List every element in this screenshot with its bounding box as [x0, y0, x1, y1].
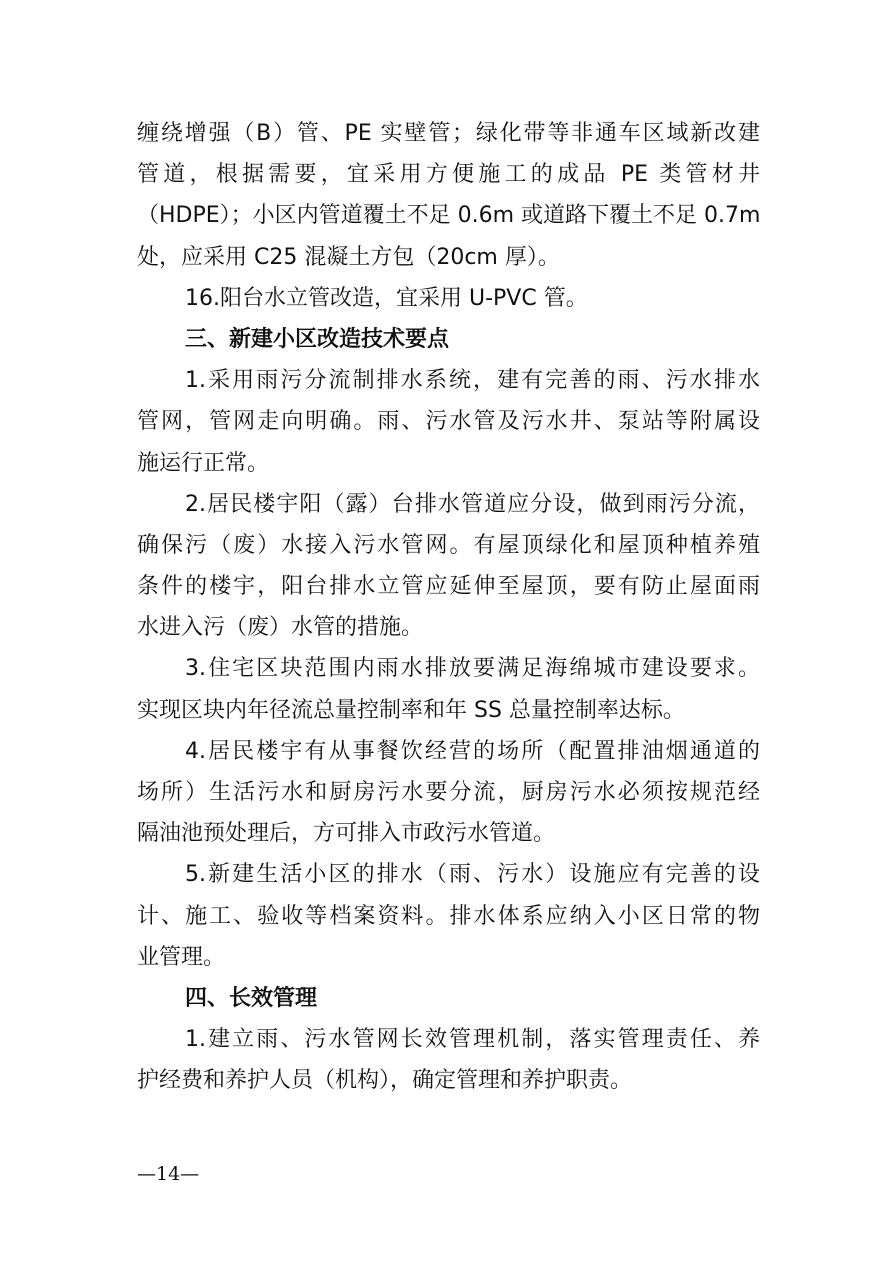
section-heading: 三、新建小区改造技术要点 [185, 326, 450, 352]
paragraph-line: 16.阳台水立管改造，宜采用 U-PVC 管。 [185, 285, 588, 311]
body-text [137, 113, 760, 1102]
paragraph-line: 施运行正常。 [137, 450, 270, 476]
paragraph-line: 确保污（废）水接入污水管网。有屋顶绿化和屋顶种植养殖 [137, 532, 760, 558]
paragraph-line: 管网，管网走向明确。雨、污水管及污水井、泵站等附属设 [137, 409, 760, 435]
paragraph-line: 水进入污（废）水管的措施。 [137, 615, 424, 641]
paragraph-line: 实现区块内年径流总量控制率和年 SS 总量控制率达标。 [137, 697, 685, 723]
paragraph-line: 管道，根据需要，宜采用方便施工的成品 PE 类管材井 [137, 162, 760, 188]
paragraph-line: 处，应采用 C25 混凝土方包（20cm 厚）。 [137, 244, 560, 270]
paragraph-line: 业管理。 [137, 944, 226, 970]
paragraph-line: 2.居民楼宇阳（露）台排水管道应分设，做到雨污分流， [185, 491, 760, 517]
paragraph-line: 4.居民楼宇有从事餐饮经营的场所（配置排油烟通道的 [185, 738, 760, 764]
paragraph-line: 隔油池预处理后，方可排入市政污水管道。 [137, 821, 556, 847]
paragraph-line: （HDPE）；小区内管道覆土不足 0.6m 或道路下覆土不足 0.7m [137, 203, 760, 229]
section-heading: 四、长效管理 [185, 985, 318, 1011]
paragraph-line: 场所）生活污水和厨房污水要分流，厨房污水必须按规范经 [137, 780, 760, 805]
paragraph-line: 1.建立雨、污水管网长效管理机制，落实管理责任、养 [185, 1027, 760, 1053]
paragraph-line: 条件的楼宇，阳台排水立管应延伸至屋顶，要有防止屋面雨 [137, 574, 760, 600]
page-number: —14— [137, 1163, 200, 1185]
paragraph-line: 1.采用雨污分流制排水系统，建有完善的雨、污水排水 [185, 368, 760, 394]
paragraph-line: 3.住宅区块范围内雨水排放要满足海绵城市建设要求。 [185, 656, 760, 682]
paragraph-line: 护经费和养护人员（机构），确定管理和养护职责。 [137, 1068, 633, 1094]
paragraph-line: 5.新建生活小区的排水（雨、污水）设施应有完善的设 [185, 862, 760, 888]
paragraph-line: 缠绕增强（B）管、PE 实壁管；绿化带等非通车区域新改建 [137, 121, 760, 146]
paragraph-line: 计、施工、验收等档案资料。排水体系应纳入小区日常的物 [137, 903, 760, 929]
